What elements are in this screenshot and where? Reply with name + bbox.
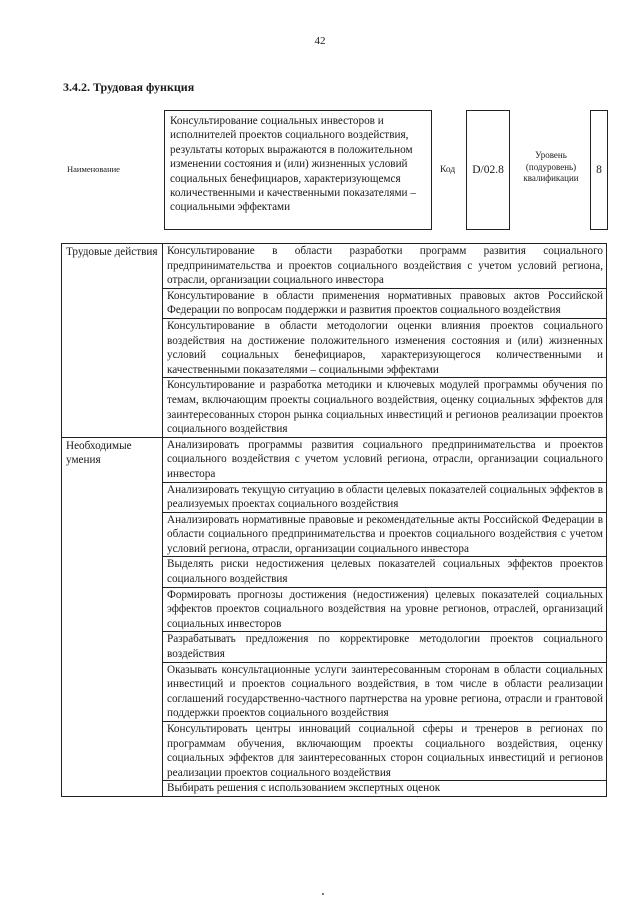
page-number: 42 [314,35,326,47]
table-row [62,437,607,482]
qualification-level-label: Уровень (подуровень) квалификации [523,150,579,183]
skill-item: Анализировать текущую ситуацию в области целевых показателей социальных эффектов в реализуемых проектах социального воздействия [163,482,607,512]
skill-item: Формировать прогнозы достижения (недостижения) целевых показателей социальных эффектов проектов социального воздействия на уровне регионов, отраслей, организаций социальных инвесторов [163,587,607,632]
skill-item: Разрабатывать предложения по корректировке методологии проектов социального воздействия [163,632,607,662]
skill-item: Выбирать решения с использованием экспертных оценок [163,781,607,797]
qualification-level-box [590,110,608,230]
name-label: Наименование [67,164,120,174]
qualification-level-value: 8 [596,164,602,176]
required-skills-label: Необходимые умения [62,437,163,796]
code-value: D/02.8 [472,164,504,176]
code-label: Код [440,165,456,175]
function-details-table [61,243,607,797]
code-value-box [466,110,510,230]
function-name-value: Консультирование социальных инвесторов и исполнителей проектов социального воздействия, результаты которых выражаются в положительном изменении состояния и (или) жизненных условий социальных бенефициаров, характеризующемся количественными и качественными показателями – социальными эффектами [164,110,432,230]
labor-action-item: Консультирование в области разработки программ развития социального предпринимательства и проектов социального воздействия с учетом условий региона, отрасли, организации социального инвестора [163,244,607,289]
skill-item: Консультировать центры инноваций социальной сферы и тренеров в регионах по программам обучения, включающим проекты социального воздействия, оценку социальных эффектов для заинтересованных сторон социальных инвестиций и регионов реализации проектов социального воздействия [163,722,607,781]
labor-actions-label: Трудовые действия [62,244,163,438]
skill-item: Выделять риски недостижения целевых показателей социальных эффектов проектов социального воздействия [163,557,607,587]
skill-item: Оказывать консультационные услуги заинтересованным сторонам в области социальных инвестиций и проектов социального воздействия, в том числе в области реализации соглашений государственно-частного партнерства на уровне региона, отрасли и грантовой поддержки проектов социального воздействия [163,662,607,721]
labor-action-item: Консультирование в области методологии оценки влияния проектов социального воздействия на достижение положительного изменения состояния и (или) жизненных условий социальных бенефициаров, характеризующегося количественными и качественными показателями – социальными эффектами [163,318,607,377]
section-title: 3.4.2. Трудовая функция [63,80,195,94]
table-row [62,244,607,289]
skill-item: Анализировать программы развития социального предпринимательства и проектов социального воздействия с учетом условий региона, отрасли, организации социального инвестора [163,437,607,482]
labor-action-item: Консультирование в области применения нормативных правовых актов Российской Федерации по вопросам поддержки и развития проектов социального воздействия [163,288,607,318]
skill-item: Анализировать нормативные правовые и рекомендательные акты Российской Федерации в области социального предпринимательства и проектов социального воздействия с учетом условий региона, отрасли, организации социального инвестора [163,512,607,557]
labor-action-item: Консультирование и разработка методики и ключевых модулей программы обучения по темам, включающим проекты социального воздействия, оценку социальных эффектов для заинтересованных сторон рынка социальных инвестиций и регионов реализации проектов социального воздействия [163,378,607,437]
scan-artifact-dot [322,893,324,895]
